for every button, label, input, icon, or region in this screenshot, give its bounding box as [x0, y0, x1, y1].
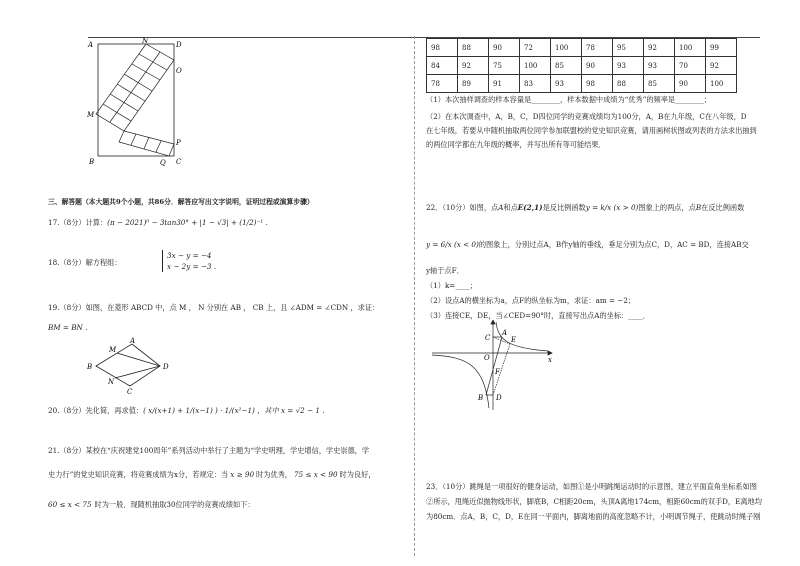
q22-line1 — [426, 203, 744, 213]
score-cell: 95 — [613, 39, 644, 57]
q21-line2a: 史力行”的党史知识竞赛，将竞赛成绩为x分，若规定：当 — [48, 470, 229, 479]
q22-sub3: （3）连接CE，DE，当∠CED=90°时，直接写出点A的坐标：____． — [426, 311, 650, 320]
score-cell: 98 — [582, 75, 613, 93]
score-cell: 92 — [644, 39, 675, 57]
right-column — [418, 0, 768, 566]
q20-text: 20.（8分）先化简，再求值： — [48, 406, 144, 415]
q21-sub2-line3: 的两位同学都在九年级的概率，并写出所有等可能结果． — [426, 140, 606, 149]
column-divider — [414, 36, 415, 556]
q18 — [48, 258, 122, 268]
label-B: B — [478, 394, 484, 402]
q17-num: 17. — [48, 218, 60, 227]
score-cell: 85 — [551, 57, 582, 75]
score-row — [427, 57, 737, 75]
score-cell: 92 — [706, 57, 737, 75]
score-cell: 70 — [675, 57, 706, 75]
score-cell: 88 — [613, 75, 644, 93]
score-cell: 90 — [489, 39, 520, 57]
q23-line3: 为80cm．点A，B，C，D，E在同一平面内，脚离地面的高度忽略不计，小明调节绳子，使跳动时绳子刚 — [426, 512, 761, 521]
label-N: N — [108, 378, 115, 386]
label-B: B — [89, 158, 95, 166]
score-cell: 88 — [458, 39, 489, 57]
score-row — [427, 39, 737, 57]
label-F: F — [495, 368, 500, 376]
q20 — [48, 406, 329, 416]
score-cell: 93 — [613, 57, 644, 75]
label-A: A — [502, 329, 508, 337]
q22-line1b: 和点 — [503, 203, 518, 212]
q22-sub1: （1）k=____； — [426, 281, 477, 290]
label-D: D — [176, 41, 182, 49]
q21-line3-text: 时为一般．现随机抽取30位同学的竞赛成绩如下： — [94, 500, 255, 509]
q22-func2: y = 6/x (x < 0) — [426, 240, 479, 249]
score-cell: 89 — [458, 75, 489, 93]
q21-sub2-line1: （2）在本次调查中，A，B，C，D四位同学的竞赛成绩均为100分，A，B在九年级，C在八年级，D — [426, 112, 747, 121]
score-cell: 72 — [520, 39, 551, 57]
coordinate-graph — [428, 320, 558, 412]
label-M: M — [87, 111, 95, 119]
q18-text: 解方程组： — [85, 258, 122, 267]
q22-func1: y = k/x (x > 0) — [585, 203, 639, 212]
label-x: x — [548, 356, 552, 364]
q22-point-E: E(2,1) — [517, 203, 543, 212]
label-A: A — [88, 41, 94, 49]
q22-line2-text: 的图象上，分别过点A，B作y轴的垂线，垂足分别为点C，D，AC = BD，连接AB交 — [478, 240, 749, 249]
score-cell: 90 — [675, 75, 706, 93]
q23-line2: ②所示，甩绳近似抛物线形状，脚底B，C相距20cm，头顶A离地174cm，相距60cm的双手D，E离地均 — [426, 497, 762, 506]
q21-line2b: 时为优秀， — [256, 470, 292, 479]
q22-line2 — [426, 240, 749, 250]
label-C: C — [127, 388, 133, 396]
score-cell: 100 — [675, 39, 706, 57]
score-cell: 100 — [551, 39, 582, 57]
q21-line1: 21.（8分）某校在“庆祝建党100周年”系列活动中举行了主题为“学史明理，学史增信，学史崇德，学 — [48, 446, 370, 455]
q22-sub2: （2）设点A的横坐标为a，点F的纵坐标为m，求证：am = −2； — [426, 296, 636, 305]
label-D: D — [163, 363, 169, 371]
q17-text: 计算： — [85, 218, 108, 227]
q21-cond-average: 60 ≤ x < 75 — [48, 500, 92, 509]
label-O: O — [176, 67, 182, 75]
q18-system — [162, 250, 221, 272]
score-cell: 84 — [427, 57, 458, 75]
q18-eq1: 3x − y = −4 — [167, 251, 212, 260]
section-3-title: 三、解答题（本大题共9个小题，共86分．解答应写出文字说明，证明过程或演算步骤） — [48, 198, 314, 206]
score-cell: 83 — [520, 75, 551, 93]
score-cell: 90 — [582, 57, 613, 75]
q18-eq2: x − 2y = −3 ． — [167, 262, 221, 271]
label-M: M — [109, 346, 117, 354]
score-cell: 93 — [551, 75, 582, 93]
score-cell: 91 — [489, 75, 520, 93]
left-column — [40, 0, 410, 566]
q22-line1c: 是反比例函数 — [542, 203, 586, 212]
label-O: O — [484, 354, 490, 362]
q20-expression: ( x/(x+1) + 1/(x−1) ) · 1/(x²−1) ，其中 x = √2 − 1 ． — [143, 406, 330, 415]
q21-sub2-line2: 在七年级，若要从中随机抽取两位同学参加联盟校的党史知识竞赛，请用画树状图或列表的方法求出抽到 — [426, 126, 757, 135]
q22-line3: y轴于点F． — [426, 266, 464, 275]
q21-sub1: （1）本次抽样调查的样本容量是________，样本数据中成绩为“优秀”的频率是________； — [426, 95, 712, 104]
q21-cond-good: 75 ≤ x < 90 — [293, 470, 338, 479]
q18-num: 18. — [48, 258, 60, 267]
label-N: N — [142, 38, 149, 45]
label-E: E — [511, 336, 517, 344]
q17-points: （8分） — [59, 218, 86, 227]
q21-line2c: 时为良好， — [339, 470, 376, 479]
label-A: A — [130, 337, 136, 345]
label-C: C — [485, 334, 491, 342]
square-figure — [84, 38, 194, 166]
q19-line2: BM = BN ． — [48, 323, 93, 332]
q17 — [48, 218, 273, 228]
score-cell: 92 — [458, 57, 489, 75]
score-table — [426, 38, 737, 93]
score-cell: 78 — [582, 39, 613, 57]
q17-expression: (π − 2021)⁰ − 3tan30° + |1 − √3| + (1/2)⁻¹ ． — [107, 218, 273, 227]
label-D: D — [496, 394, 502, 402]
q21-line3 — [48, 500, 255, 510]
label-B: B — [87, 363, 93, 371]
q19-line1: 19.（8分）如图，在菱形 ABCD 中，点 M ， N 分别在 AB ， CB 上，且 ∠ADM = ∠CDN ，求证： — [48, 303, 380, 312]
score-cell: 93 — [644, 57, 675, 75]
score-cell: 100 — [706, 75, 737, 93]
q22-point-B: B — [695, 203, 702, 212]
q22-line1e: 在反比例函数 — [701, 203, 745, 212]
q22-line1a: 22．（10分）如图，点 — [426, 203, 499, 212]
label-Q: Q — [160, 159, 166, 166]
score-cell: 85 — [644, 75, 675, 93]
rhombus-figure — [84, 336, 180, 396]
score-cell: 100 — [520, 57, 551, 75]
q23-line1: 23．（10分）跳绳是一项很好的健身运动，如图①是小明跳绳运动时的示意图，建立平面直角坐标系如图 — [426, 482, 757, 491]
q22-line1d: 图象上的两点，点 — [638, 203, 696, 212]
score-row — [427, 75, 737, 93]
q21-cond-excellent: x ≥ 90 — [230, 470, 255, 479]
score-cell: 98 — [427, 39, 458, 57]
score-cell: 78 — [427, 75, 458, 93]
score-cell: 75 — [489, 57, 520, 75]
q22-point-A: A — [498, 203, 504, 212]
label-C: C — [176, 158, 182, 166]
q18-points: （8分） — [59, 258, 86, 267]
score-cell: 99 — [706, 39, 737, 57]
q21-line2 — [48, 470, 375, 480]
label-P: P — [176, 139, 181, 147]
